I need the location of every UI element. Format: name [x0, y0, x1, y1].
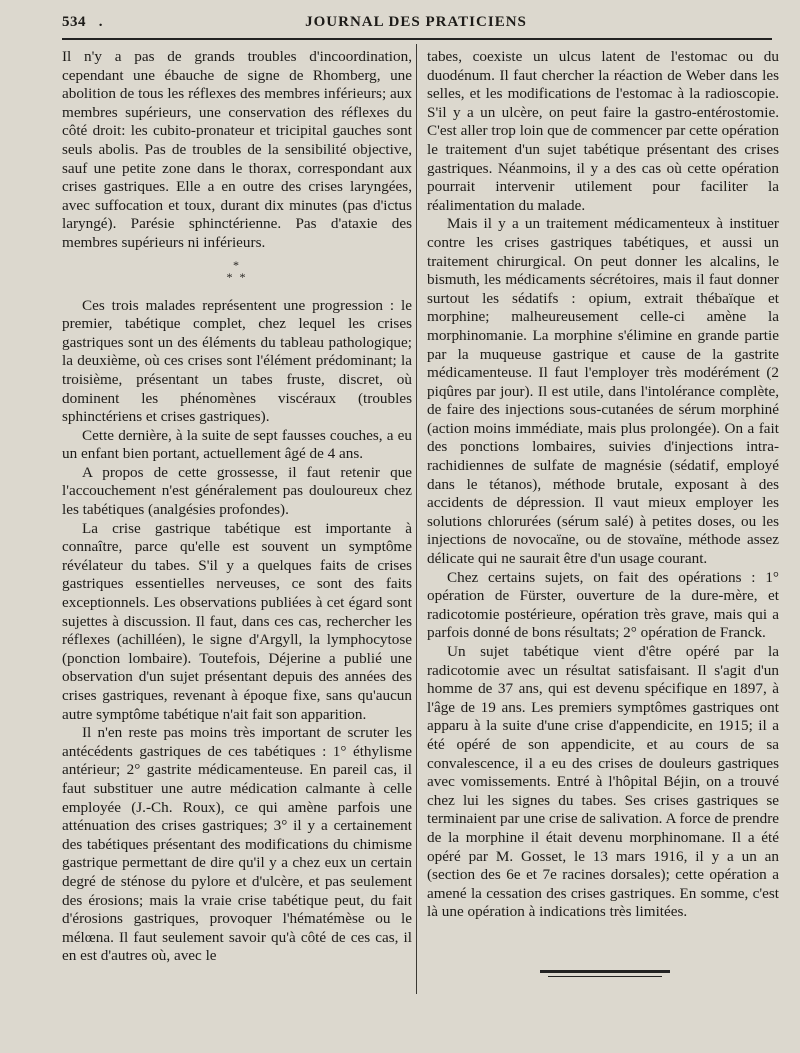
end-rule-thin	[548, 976, 662, 977]
page-number: 534 .	[62, 14, 103, 30]
paragraph: Mais il y a un traitement médicamenteux à instituer contre les crises gastriques tabétiques, et aussi un traitement chirurgical. On peut donner les alcalins, le bismuth, les médicaments sécrétoires, mais il faut donner surtout les sédatifs : opium, extrait thébaïque et morphine; malheureusement celle-ci amène la morphinomanie. La morphine s'élimine en grande partie par la muqueuse gastrique et cause de la gastrite médicamenteuse. Il faut l'employer très modérément (2 piqûres par jour). Il est utile, dans l'intolérance complète, de faire des injections sous-cutanées de sérum morphiné (action moins immédiate, mais plus prolongée). On a fait des ponctions lombaires, suivies d'injections intra-rachidiennes de sulfate de magnésie (sédatif, employé dans le tétanos), méthode brutale, exposant à des accidents de dépression. Il vaut mieux employer les solutions chlorurées (sérum salé) à petites doses, ou les injections de novocaïne, ou de stovaïne, méthode assez délicate qui ne saurait être d'un usage courant.	[427, 215, 779, 568]
asterism-top: *	[233, 257, 241, 272]
page-header	[62, 14, 770, 36]
right-column	[427, 48, 779, 922]
paragraph: tabes, coexiste un ulcus latent de l'estomac ou du duodénum. Il faut chercher la réaction de Weber dans les selles, et les modifications de l'estomac à la radioscopie. S'il y a un ulcère, on peut faire la gastro-entérostomie. C'est aller trop loin que de commencer par cette opération le traitement d'un sujet tabétique présentant des crises gastriques. Néanmoins, il y a des cas où cette opération pourrait intervenir utilement pour faciliter la réalimentation du malade.	[427, 48, 779, 214]
paragraph: Chez certains sujets, on fait des opérations : 1° opération de Fürster, ouverture de la dure-mère, et radicotomie postérieure, opération très grave, mais qui a parfois donné de bons résultats; 2° opération de Franck.	[427, 568, 779, 642]
paragraph: A propos de cette grossesse, il faut retenir que l'accouchement n'est généralement pas douloureux chez les tabétiques (analgésies profondes).	[62, 463, 412, 519]
running-title: JOURNAL DES PRATICIENS	[305, 14, 527, 30]
paragraph: Il n'y a pas de grands troubles d'incoordination, cependant une ébauche de signe de Rhomberg, une abolition de tous les réflexes des membres inférieurs; aux membres supérieurs, une conservation des réflexes du côté droit: les cubito-pronateur et tricipital gauches sont seuls abolis. Pas de troubles de la sensibilité objective, sauf une petite zone dans le thorax, correspondant aux crises gastriques. Elle a en outre des crises laryngées, avec suffocation et toux, durant dix minutes (pas d'ictus laryngé). Parésie sphinctérienne. Pas d'ataxie des membres supérieurs ni inférieurs.	[62, 48, 412, 251]
paragraph: Cette dernière, à la suite de sept fausses couches, a eu un enfant bien portant, actuellement âgé de 4 ans.	[62, 426, 412, 463]
asterism	[62, 259, 412, 283]
header-rule	[62, 38, 772, 40]
header-separator: .	[98, 14, 103, 30]
paragraph: Un sujet tabétique vient d'être opéré par la radicotomie avec un résultat satisfaisant. Il s'agit d'un homme de 37 ans, qui est devenu spécifique en 1897, à l'âge de 19 ans. Les premiers symptômes gastriques ont apparu à la suite d'une crise d'appendicite, en 1915; il a été opéré de son appendicite, et au cours de sa convalescence, il a eu des crises de douleurs gastriques avec vomissements. Entré à l'hôpital Béjin, on a trouvé chez lui les signes du tabes. Ses crises gastriques se terminaient par une crise de salivation. A force de prendre de la morphine il était devenu morphinomane. Il a été opéré par M. Gosset, le 13 mars 1916, il y a un an (section des 6e et 7e racines dorsales); cette opération a amené la cessation des crises gastriques. En somme, c'est là une opération à indications très limitées.	[427, 643, 779, 921]
end-rule	[540, 970, 670, 973]
paragraph: Ces trois malades représentent une progression : le premier, tabétique complet, chez lequel les crises gastriques sont un des éléments du tableau pathologique; la deuxième, où ces crises sont l'élément prédominant; la troisième, présentant un tabes fruste, discret, où dominent les phénomènes viscéraux (troubles sphinctériens et crises gastriques).	[62, 296, 412, 426]
asterism-bottom: * *	[226, 269, 248, 284]
paragraph: La crise gastrique tabétique est importante à connaître, parce qu'elle est souvent un symptôme révélateur du tabes. S'il y a quelques faits de crises gastriques essentielles nerveuses, ce sont des faits exceptionnels. Les observations publiées à cet égard sont sujettes à discussion. Il faut, dans ces cas, rechercher les réflexes (achilléen), le signe d'Argyll, la lymphocytose (ponction lombaire). Toutefois, Déjerine a publié une observation d'un sujet présentant depuis des années des crises gastriques, revenant à époque fixe, sans qu'aucun autre symptôme tabétique n'ait fait son apparition.	[62, 519, 412, 723]
left-column	[62, 48, 412, 966]
paragraph: Il n'en reste pas moins très important de scruter les antécédents gastriques de ces tabétiques : 1° éthylisme antérieur; 2° gastrite médicamenteuse. En pareil cas, il faut substituer une autre médication calmante à celle employée (J.-Ch. Roux), ce qui amène parfois une atténuation des crises gastriques; 3° il y a certainement des tabétiques présentant des modifications du chimisme gastrique permettant de dire qu'il y a chez eux un certain degré de sténose du pylore et d'ulcère, et pas seulement des érosions; mais la vraie crise tabétique peut, du fait d'érosions gastriques, provoquer l'hématémèse ou le mélœna. Il faut seulement savoir qu'à côté de ces cas, il en est d'autres où, avec le	[62, 724, 412, 965]
column-divider	[416, 44, 417, 994]
